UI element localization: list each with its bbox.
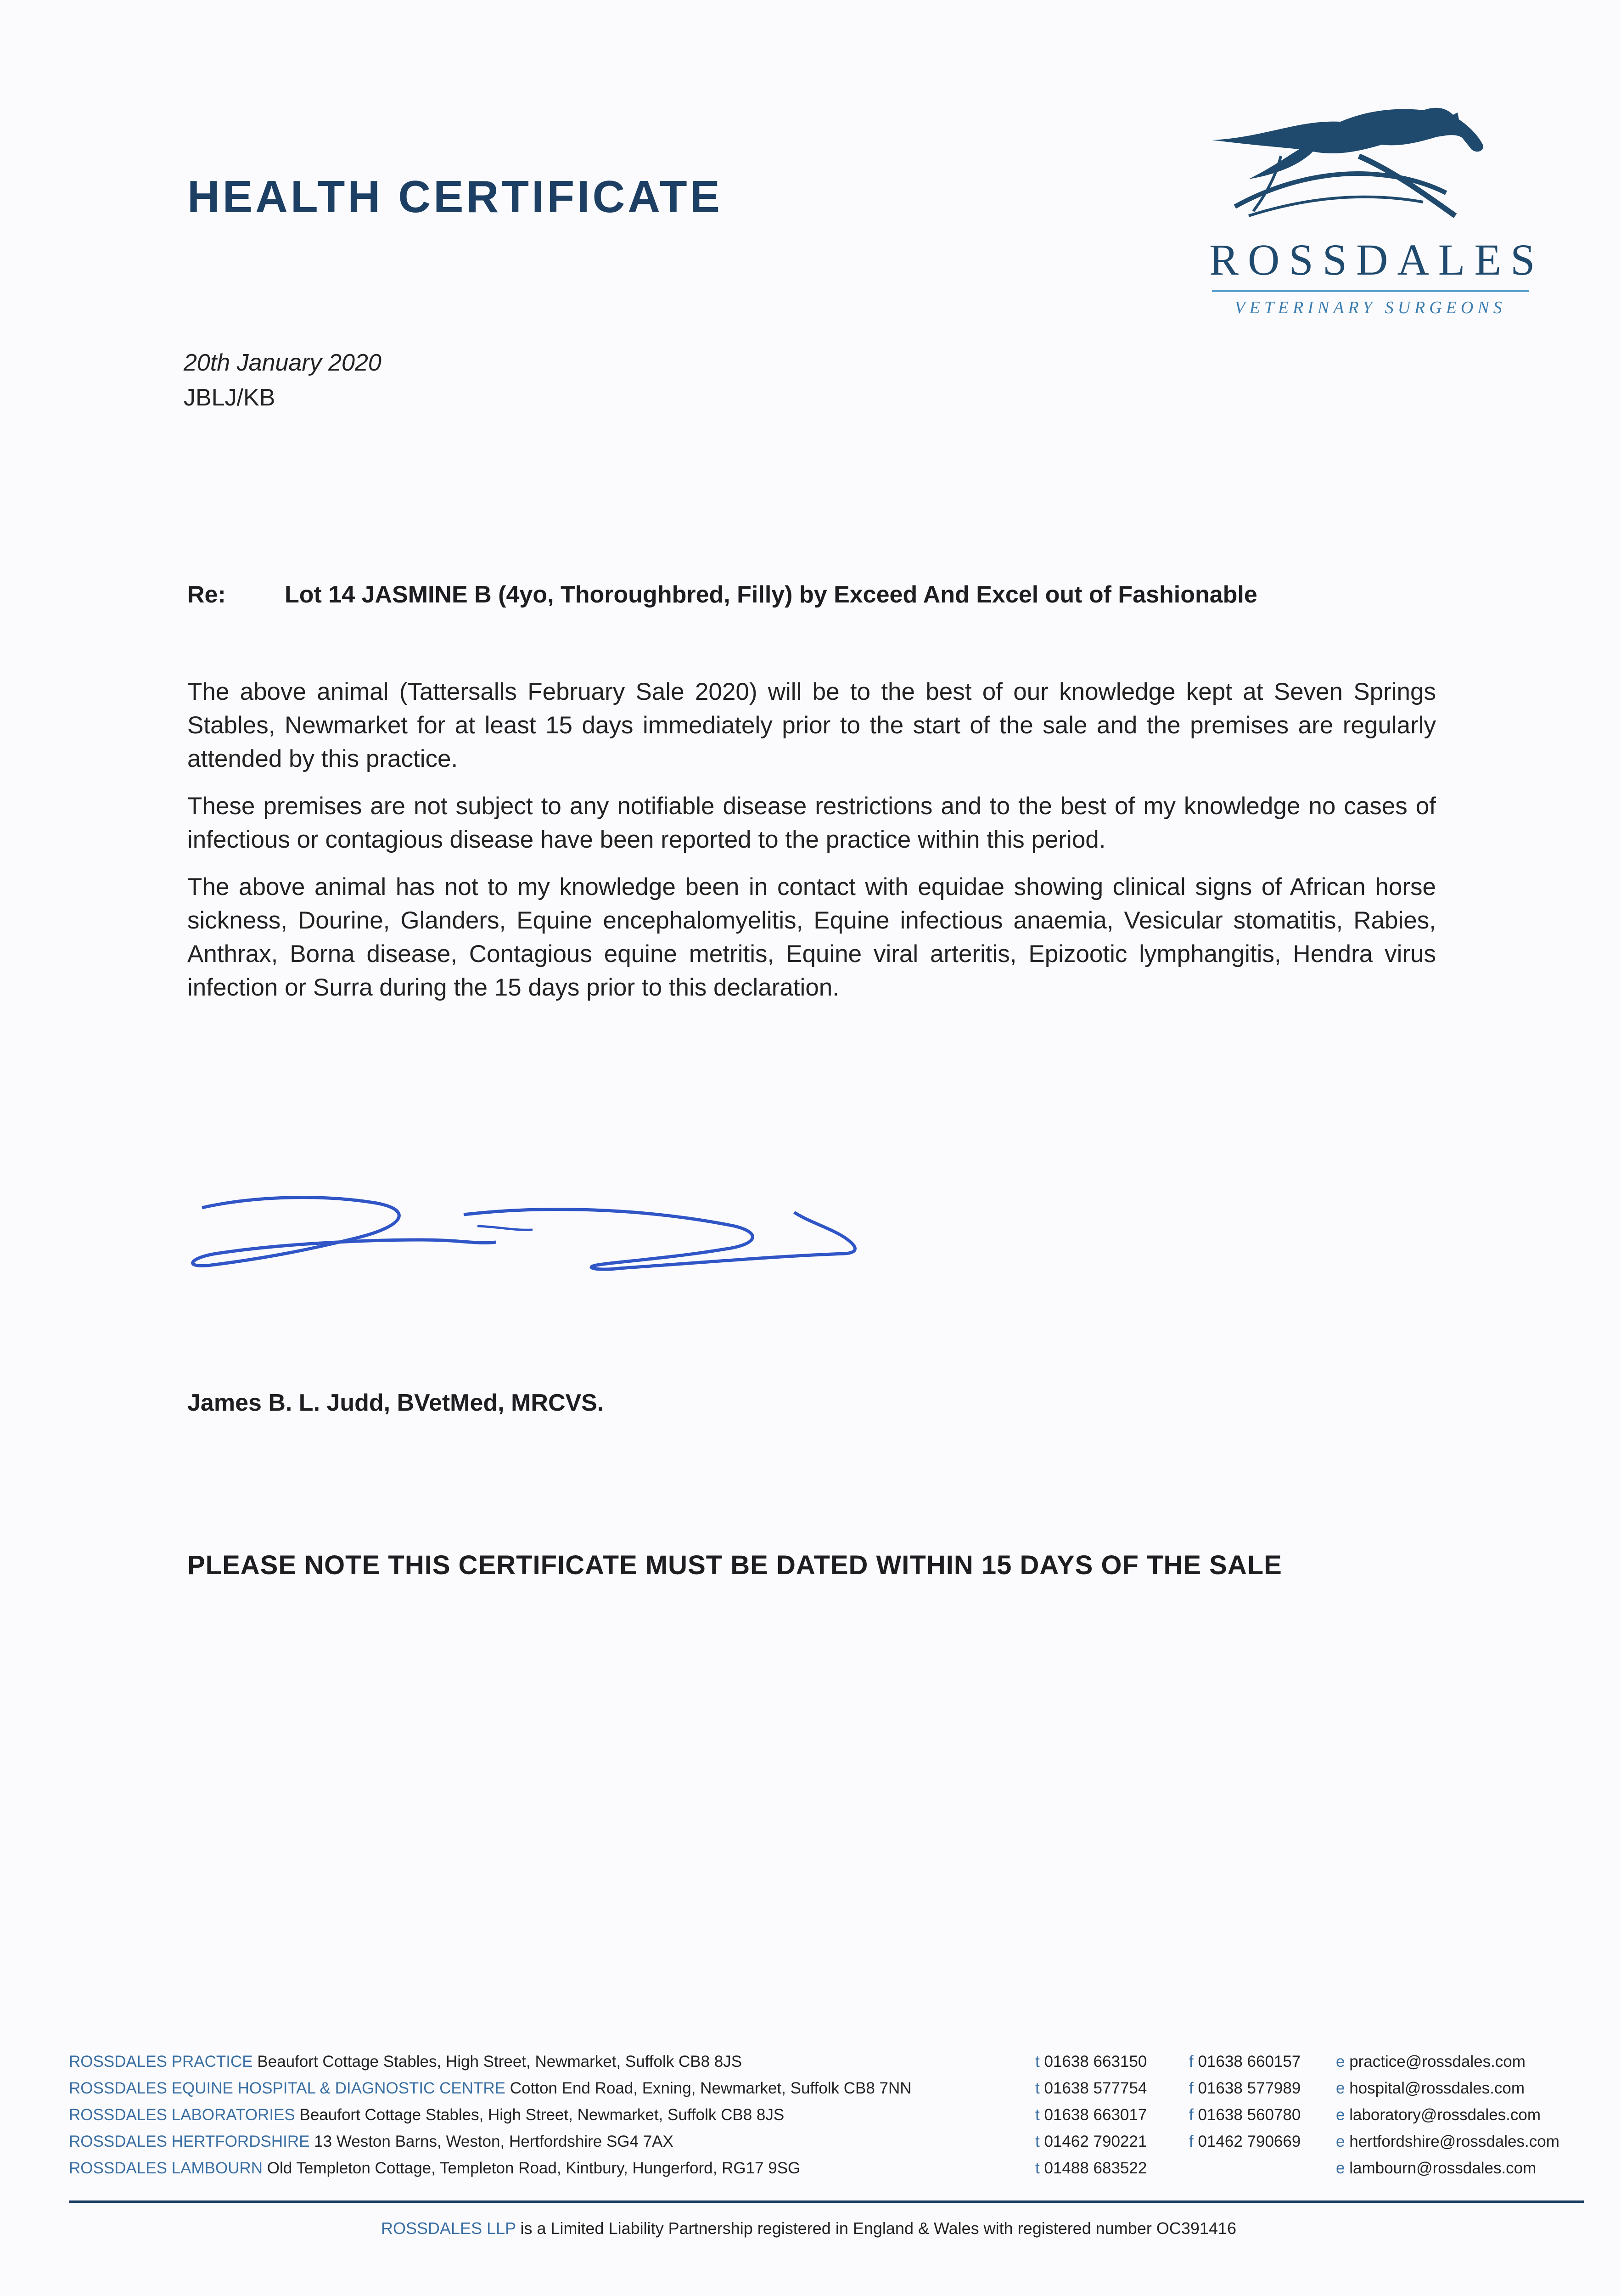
office-tel: t 01462 790221 — [1035, 2133, 1147, 2150]
office-email: e practice@rossdales.com — [1336, 2053, 1526, 2071]
office-name: ROSSDALES EQUINE HOSPITAL & DIAGNOSTIC CENTRE — [69, 2079, 506, 2097]
office-name: ROSSDALES LABORATORIES — [69, 2106, 295, 2124]
office-tel: t 01638 663017 — [1035, 2106, 1147, 2124]
footer-office-row — [69, 2133, 1584, 2158]
office-name: ROSSDALES PRACTICE — [69, 2053, 253, 2071]
logo-subtitle: VETERINARY SURGEONS — [1234, 298, 1506, 317]
office-email: e hospital@rossdales.com — [1336, 2079, 1525, 2097]
office-tel: t 01488 683522 — [1035, 2159, 1147, 2177]
office-tel: t 01638 663150 — [1035, 2053, 1147, 2071]
certificate-body — [187, 675, 1436, 1018]
logo-wordmark: ROSSDALES — [1209, 235, 1544, 284]
office-address: Beaufort Cottage Stables, High Street, Newmarket, Suffolk CB8 8JS — [299, 2106, 785, 2124]
footer-office-row — [69, 2053, 1584, 2078]
office-address: Beaufort Cottage Stables, High Street, Newmarket, Suffolk CB8 8JS — [257, 2053, 742, 2071]
office-fax: f 01638 660157 — [1189, 2053, 1301, 2071]
llp-name: ROSSDALES LLP — [381, 2219, 516, 2238]
office-address: 13 Weston Barns, Weston, Hertfordshire SG4 7AX — [314, 2133, 673, 2150]
body-paragraph: The above animal (Tattersalls February Sale 2020) will be to the best of our knowledge kept at Seven Springs Stables, Newmarket for at least 15 days immediately prior to the start of the sale and the premises are regularly attended by this practice. — [187, 678, 1436, 772]
footer-divider — [69, 2200, 1584, 2203]
llp-text: is a Limited Liability Partnership registered in England & Wales with registered number OC391416 — [520, 2219, 1236, 2238]
office-address: Cotton End Road, Exning, Newmarket, Suffolk CB8 7NN — [510, 2079, 912, 2097]
office-fax: f 01638 577989 — [1189, 2079, 1301, 2097]
re-subject: Lot 14 JASMINE B (4yo, Thoroughbred, Filly) by Exceed And Excel out of Fashionable — [285, 581, 1257, 608]
office-email: e laboratory@rossdales.com — [1336, 2106, 1541, 2124]
rossdales-logo — [1207, 101, 1544, 331]
office-email: e lambourn@rossdales.com — [1336, 2159, 1537, 2177]
signer-name: James B. L. Judd, BVetMed, MRCVS. — [187, 1390, 604, 1416]
page-title: HEALTH CERTIFICATE — [187, 171, 723, 222]
office-name: ROSSDALES LAMBOURN — [69, 2159, 263, 2177]
logo-divider — [1212, 290, 1529, 292]
signature-image — [184, 1194, 964, 1332]
llp-registration — [381, 2219, 1236, 2238]
office-email: e hertfordshire@rossdales.com — [1336, 2133, 1559, 2150]
office-tel: t 01638 577754 — [1035, 2079, 1147, 2097]
office-address: Old Templeton Cottage, Templeton Road, Kintbury, Hungerford, RG17 9SG — [267, 2159, 801, 2177]
footer-office-row — [69, 2079, 1584, 2105]
horse-logo-icon — [1207, 101, 1533, 234]
body-paragraph: These premises are not subject to any notifiable disease restrictions and to the best of my knowledge no cases of infectious or contagious disease have been reported to the practice within this period. — [187, 793, 1436, 853]
letter-date: 20th January 2020 — [184, 349, 381, 376]
letter-reference: JBLJ/KB — [184, 384, 275, 411]
office-name: ROSSDALES HERTFORDSHIRE — [69, 2133, 310, 2150]
re-label: Re: — [187, 581, 226, 608]
footer-office-row — [69, 2106, 1584, 2132]
body-paragraph: The above animal has not to my knowledge been in contact with equidae showing clinical signs of African horse sickness, Dourine, Glanders, Equine encephalomyelitis, Equine infectious anaemia, Vesicular stomatitis, Rabies, Anthrax, Borna disease, Contagious equine metritis, Equine viral arteritis, Epizootic lymphangitis, Hendra virus infection or Surra during the 15 days prior to this declaration. — [187, 873, 1436, 1001]
dating-notice: PLEASE NOTE THIS CERTIFICATE MUST BE DATED WITHIN 15 DAYS OF THE SALE — [187, 1550, 1282, 1580]
office-fax: f 01462 790669 — [1189, 2133, 1301, 2150]
office-fax: f 01638 560780 — [1189, 2106, 1301, 2124]
